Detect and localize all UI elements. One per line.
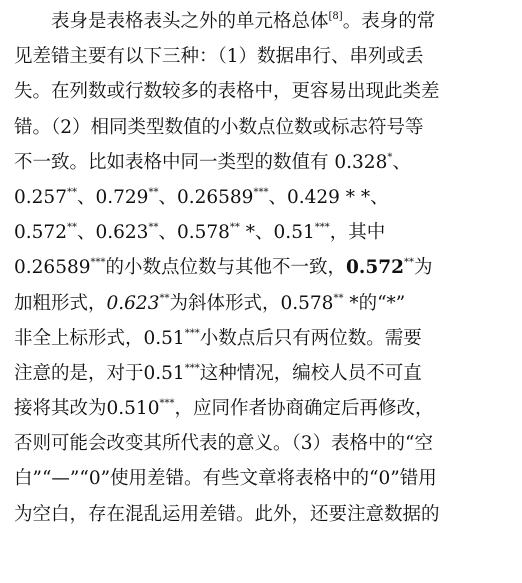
significance-mark: ** [333, 292, 344, 304]
significance-mark: ** [148, 222, 159, 234]
significance-mark: ** [66, 222, 77, 234]
line-1-text-a: 表身是表格表头之外的单元格总体 [51, 11, 329, 32]
text-line-4 [14, 110, 510, 145]
line-5-text: 不一致。比如表格中同一类型的数值有 0.328 [14, 151, 388, 173]
bold-value-0572: 0.572 [346, 257, 404, 279]
line-9-text-a: 加粗形式， [14, 292, 107, 314]
text-line-7 [14, 215, 510, 250]
significance-mark: *** [253, 186, 269, 198]
value-0572: 0.572 [14, 222, 67, 244]
text-line-11 [14, 356, 510, 391]
line-10-text-b: 小数点后只有两位数。需要 [199, 327, 422, 349]
text-line-14 [14, 461, 510, 496]
text-line-2 [14, 39, 510, 74]
separator: 、0.26589 [158, 186, 254, 208]
line-2-text: 见差错主要有以下三种：（1）数据串行、串列或丢 [14, 46, 424, 68]
text-line-10 [14, 321, 510, 356]
article-text [14, 4, 510, 532]
line-12-text-b: ，应同作者协商确定后再修改， [174, 398, 434, 420]
separator: 、0.729 [76, 186, 149, 208]
line-1-text-b: 。表身的常 [342, 11, 436, 32]
line-13-text: 否则可能会改变其所代表的意义。（3）表格中的“空 [14, 433, 433, 455]
line-14-text: 白”“—”“0”使用差错。有些文章将表格中的“0”错用 [14, 468, 437, 490]
text-line-6 [14, 180, 510, 215]
significance-mark: ** [229, 222, 240, 234]
italic-value-0623: 0.623 [106, 292, 160, 314]
value-0578: 、0.578 [158, 222, 230, 244]
reference-8: [8] [328, 11, 343, 22]
significance-mark: ** [403, 257, 414, 269]
value-0623: 、0.623 [76, 222, 149, 244]
line-8-text-end: 为 [413, 257, 433, 279]
text-line-5 [14, 145, 510, 180]
text-line-13 [14, 426, 510, 461]
significance-mark: ** [159, 292, 170, 304]
significance-mark: ** [148, 186, 159, 198]
line-5-text-end: 、 [392, 151, 411, 173]
significance-mark: *** [314, 222, 330, 234]
text-line-8 [14, 250, 510, 285]
line-9-text-c: *的“*” [343, 292, 406, 314]
significance-mark: *** [159, 398, 175, 410]
line-12-text-a: 接将其改为0.510 [14, 398, 160, 420]
line-15-text: 为空白，存在混乱运用差错。此外，还要注意数据的 [14, 503, 440, 525]
value-026589: 0.26589 [14, 257, 91, 279]
text-line-9 [14, 286, 510, 321]
significance-mark: ** [66, 186, 77, 198]
line-11-text-b: 这种情况，编校人员不可直 [199, 362, 422, 384]
significance-mark-single: * [387, 151, 393, 163]
text-line-1 [14, 4, 510, 39]
value-0429: 、0.429 * *、 [268, 186, 389, 208]
line-7-text-b: ，其中 [329, 222, 386, 244]
value-0257: 0.257 [14, 186, 67, 208]
line-8-text: 的小数点位数与其他不一致， [105, 257, 347, 279]
line-4-text: 错。（2）相同类型数值的小数点位数或标志符号等 [14, 116, 424, 138]
significance-mark: *** [90, 257, 106, 269]
text-line-12 [14, 391, 510, 426]
line-9-text-b: 为斜体形式，0.578 [169, 292, 334, 314]
line-10-text-a: 非全上标形式，0.51 [14, 327, 185, 349]
significance-mark: *** [184, 327, 200, 339]
significance-mark: *** [184, 362, 200, 374]
line-11-text-a: 注意的是，对于0.51 [14, 362, 185, 384]
text-line-3 [14, 74, 510, 109]
line-7-text-a: *、0.51 [239, 222, 315, 244]
text-line-15 [14, 497, 510, 532]
line-3-text: 失。在列数或行数较多的表格中，更容易出现此类差 [14, 81, 440, 103]
